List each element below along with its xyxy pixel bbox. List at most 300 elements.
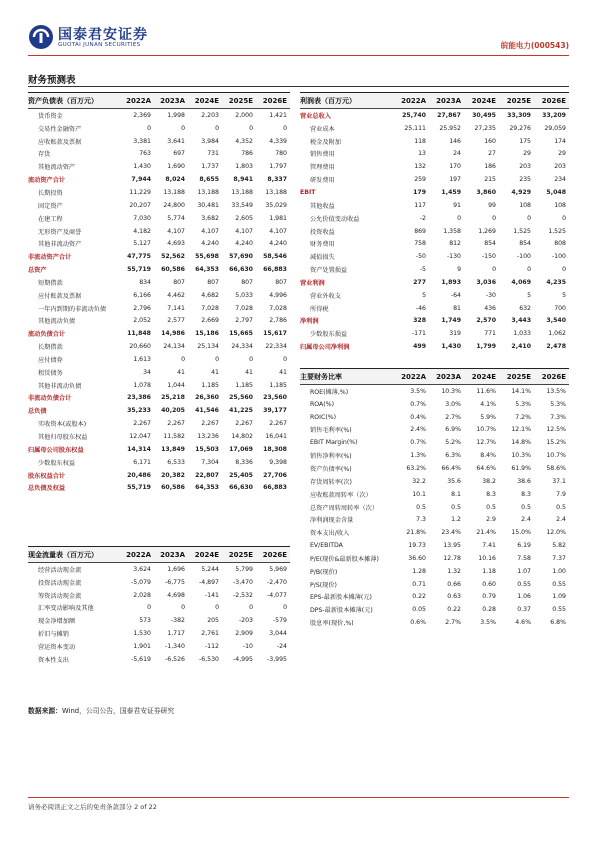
cell-value: 812: [449, 240, 461, 248]
cell-value: 2,796: [133, 304, 151, 312]
cell-value: 854: [519, 240, 531, 248]
cell-value: 1,430: [133, 163, 151, 171]
cell-value: 26,360: [195, 394, 219, 402]
row-label: 在建工程: [38, 215, 63, 223]
table-row: [28, 289, 290, 302]
cell-value: 2,410: [511, 343, 531, 351]
cell-value: 2,369: [133, 111, 151, 119]
cell-value: 13,188: [231, 188, 253, 196]
table-row: [300, 327, 569, 340]
cell-value: 1,797: [269, 163, 287, 171]
row-label: 应收账款周转率（次）: [310, 491, 372, 499]
cell-value: 186: [484, 163, 496, 171]
table-row: [28, 276, 290, 289]
cell-value: 22,334: [265, 343, 287, 351]
cell-value: 1.3%: [410, 452, 426, 460]
cell-value: 1,525: [548, 227, 566, 235]
table-row: [28, 576, 290, 589]
cell-value: 29: [558, 150, 566, 158]
table-row: [28, 340, 290, 353]
cell-value: 6,171: [133, 458, 151, 466]
row-label: 管理费用: [310, 164, 335, 172]
cell-value: 6.9%: [445, 426, 461, 434]
year-header: 2026E: [534, 369, 569, 385]
cash-flow-table: [28, 546, 290, 666]
cell-value: 1,803: [235, 163, 253, 171]
table-row: [28, 443, 290, 456]
cell-value: -5,619: [131, 655, 151, 663]
cell-value: 4,693: [167, 240, 185, 248]
cell-value: -6,530: [199, 655, 219, 663]
cell-value: 3.5%: [480, 619, 496, 627]
cell-value: 0: [527, 214, 531, 222]
year-header: 2024E: [464, 93, 499, 109]
table-row: [300, 385, 569, 398]
table-row: [28, 148, 290, 161]
row-label: 其他流动资产: [38, 164, 76, 172]
cell-value: 5,244: [201, 565, 219, 573]
table-row: [28, 315, 290, 328]
row-label: 筹资活动现金流: [38, 592, 82, 600]
cell-value: 573: [139, 617, 151, 625]
cell-value: -4,995: [233, 655, 253, 663]
cell-value: 0: [283, 604, 287, 612]
row-label: 租赁债务: [38, 369, 63, 377]
row-label: 营业利润: [300, 279, 325, 287]
year-header: 2025E: [499, 369, 534, 385]
cell-value: 41: [177, 368, 185, 376]
cell-value: -24: [276, 642, 287, 650]
cell-value: 0: [283, 124, 287, 132]
cell-value: 0.5: [451, 503, 461, 511]
row-label: 资产处置损益: [310, 267, 348, 275]
table-row: [28, 250, 290, 263]
cell-value: 7,944: [131, 176, 151, 184]
cell-value: 758: [414, 240, 426, 248]
table-row: [300, 225, 569, 238]
table-title: 主要财务比率: [300, 369, 394, 385]
cell-value: 64.6%: [476, 464, 496, 472]
cell-value: 780: [275, 150, 287, 158]
cell-value: 7,028: [235, 304, 253, 312]
cell-value: -10: [242, 642, 253, 650]
row-label: 投资收益: [310, 228, 335, 236]
row-label: 现金净增加额: [38, 618, 76, 626]
cell-value: 7.2%: [515, 413, 531, 421]
cell-value: 0.22: [412, 593, 426, 601]
cell-value: 41,225: [229, 407, 253, 415]
cell-value: 0: [181, 124, 185, 132]
cell-value: 0.60: [482, 580, 496, 588]
row-label: EBIT: [300, 188, 316, 196]
table-row: [28, 456, 290, 469]
year-header: 2022A: [120, 547, 154, 563]
table-row: [300, 340, 569, 353]
row-label: 营业成本: [310, 125, 335, 133]
table-row: [300, 302, 569, 315]
cell-value: 0.55: [517, 580, 531, 588]
cell-value: 64,353: [195, 266, 219, 274]
cell-value: 15,503: [195, 445, 219, 453]
cell-value: 0.37: [517, 606, 531, 614]
table-row: [300, 424, 569, 437]
cell-value: -100: [516, 253, 531, 261]
cell-value: 328: [413, 317, 426, 325]
cell-value: 10.3%: [511, 452, 531, 460]
year-header: 2025E: [222, 547, 256, 563]
cell-value: 5,033: [235, 291, 253, 299]
cell-value: 58.6%: [546, 464, 566, 472]
table-row: [28, 653, 290, 666]
cell-value: 7.41: [482, 542, 496, 550]
cell-value: 436: [484, 304, 496, 312]
row-label: ROE(摊薄,%): [310, 388, 349, 396]
table-row: [300, 186, 569, 199]
cell-value: 632: [519, 304, 531, 312]
cell-value: 1,358: [443, 227, 461, 235]
cell-value: 2,267: [167, 420, 185, 428]
cell-value: 4,235: [546, 278, 566, 286]
cell-value: 5: [562, 291, 566, 299]
cell-value: 0: [283, 355, 287, 363]
disclaimer: 请务必阅读正文之后的免责条款部分 2 of 22: [28, 803, 157, 811]
row-label: 归属母公司股东权益: [28, 446, 84, 454]
cell-value: 27,706: [263, 471, 287, 479]
cell-value: 0.71: [412, 580, 426, 588]
table-header: [300, 369, 569, 385]
cell-value: 0.4%: [410, 413, 426, 421]
row-label: 资本支出/收入: [310, 530, 350, 538]
table-row: [28, 614, 290, 627]
cell-value: 7.37: [552, 554, 566, 562]
cell-value: 197: [449, 176, 461, 184]
logo-text: 国泰君安证券: [58, 27, 148, 43]
table-row: [28, 160, 290, 173]
cell-value: 63.2%: [406, 464, 426, 472]
cell-value: 0: [147, 124, 151, 132]
cell-value: 1,421: [269, 111, 287, 119]
cell-value: 0.66: [447, 580, 461, 588]
row-label: 其他收益: [310, 202, 335, 210]
cell-value: 35.6: [447, 477, 461, 485]
cell-value: 1.28: [412, 567, 426, 575]
row-label: 其他流动负债: [38, 318, 76, 326]
cell-value: 41,546: [195, 407, 219, 415]
cell-value: 55,719: [127, 266, 151, 274]
table-row: [28, 469, 290, 482]
table-row: [28, 302, 290, 315]
row-label: 股东权益合计: [28, 472, 66, 480]
cell-value: 807: [207, 278, 219, 286]
cell-value: 2.4: [521, 516, 531, 524]
cell-value: 1,185: [201, 381, 219, 389]
row-label: 营业总收入: [300, 112, 331, 120]
cell-value: 6.19: [517, 542, 531, 550]
cell-value: -3,995: [267, 655, 287, 663]
cell-value: 1.00: [552, 567, 566, 575]
table-row: [28, 640, 290, 653]
cell-value: 7,028: [201, 304, 219, 312]
cell-value: -2,470: [267, 578, 287, 586]
cell-value: 30,481: [197, 201, 219, 209]
cell-value: 4,929: [511, 188, 531, 196]
row-label: 非流动资产合计: [28, 254, 72, 262]
cell-value: 2,605: [235, 214, 253, 222]
cell-value: 869: [414, 227, 426, 235]
cell-value: 697: [173, 150, 185, 158]
cell-value: 1,893: [441, 278, 461, 286]
table-row: [28, 353, 290, 366]
cell-value: 234: [554, 176, 566, 184]
table-row: [300, 552, 569, 565]
cell-value: 4,107: [201, 227, 219, 235]
year-header: 2022A: [120, 93, 154, 109]
table-row: [300, 578, 569, 591]
cell-value: -64: [450, 291, 461, 299]
cell-value: 15.2%: [546, 439, 566, 447]
cell-value: 15,617: [263, 330, 287, 338]
cell-value: 5.9%: [480, 413, 496, 421]
cell-value: 9: [457, 266, 461, 274]
cell-value: 3.5%: [410, 387, 426, 395]
cell-value: 7.9: [556, 490, 566, 498]
cell-value: 2,797: [235, 317, 253, 325]
cell-value: 5.3%: [515, 400, 531, 408]
cell-value: 3,641: [167, 137, 185, 145]
page-header: [28, 24, 569, 54]
cell-value: -112: [204, 642, 219, 650]
cell-value: 179: [413, 188, 426, 196]
cell-value: 41: [279, 368, 287, 376]
cell-value: 12.5%: [546, 426, 566, 434]
cell-value: 2,267: [235, 420, 253, 428]
row-label: 所得税: [310, 305, 329, 313]
cell-value: 2,909: [235, 630, 253, 638]
table-row: [28, 404, 290, 417]
cell-value: 2.7%: [445, 413, 461, 421]
cell-value: 1,062: [548, 330, 566, 338]
table-row: [300, 315, 569, 328]
cell-value: 118: [414, 137, 426, 145]
cell-value: 0: [181, 355, 185, 363]
cell-value: -382: [170, 617, 185, 625]
cell-value: -6,526: [165, 655, 185, 663]
cell-value: 4,682: [201, 291, 219, 299]
table-row: [300, 173, 569, 186]
cell-value: 2,028: [133, 591, 151, 599]
cell-value: 13,188: [265, 188, 287, 196]
cell-value: 11.6%: [476, 387, 496, 395]
cell-value: 0: [215, 604, 219, 612]
row-label: 其他归母股东权益: [38, 434, 88, 442]
cell-value: 57,690: [229, 253, 253, 261]
cell-value: 3,860: [476, 188, 496, 196]
cell-value: 24,134: [163, 343, 185, 351]
cell-value: 15.0%: [511, 529, 531, 537]
cell-value: 6,166: [133, 291, 151, 299]
table-row: [28, 122, 290, 135]
row-label: 无形资产及商誉: [38, 228, 82, 236]
cell-value: 1,078: [133, 381, 151, 389]
cell-value: 64,353: [195, 484, 219, 492]
data-source: [28, 705, 174, 715]
cell-value: 52,562: [161, 253, 185, 261]
cell-value: 0.28: [482, 606, 496, 614]
table-row: [28, 327, 290, 340]
row-label: 净利润: [300, 318, 319, 326]
cell-value: 4,352: [235, 137, 253, 145]
cell-value: 146: [449, 137, 461, 145]
cell-value: 2,052: [133, 317, 151, 325]
cell-value: 731: [207, 150, 219, 158]
cell-value: 13,188: [163, 188, 185, 196]
table-row: [300, 148, 569, 161]
cell-value: 24,800: [163, 201, 185, 209]
table-row: [300, 199, 569, 212]
row-label: 税金及附加: [310, 138, 341, 146]
cell-value: 13.5%: [546, 387, 566, 395]
cell-value: 2,203: [201, 111, 219, 119]
cell-value: 25,134: [197, 343, 219, 351]
cell-value: -203: [238, 617, 253, 625]
table-row: [28, 212, 290, 225]
table-row: [300, 263, 569, 276]
cell-value: -2: [419, 214, 426, 222]
cell-value: 1,998: [167, 111, 185, 119]
cell-value: 29,276: [509, 124, 531, 132]
cell-value: 12.7%: [476, 439, 496, 447]
cell-value: 11,848: [127, 330, 151, 338]
cell-value: 7.3%: [550, 413, 566, 421]
cell-value: 3,624: [133, 565, 151, 573]
table-row: [28, 263, 290, 276]
cell-value: 854: [484, 240, 496, 248]
cell-value: 5,799: [235, 565, 253, 573]
cell-value: 55,698: [195, 253, 219, 261]
row-label: 公允价值变动收益: [310, 215, 360, 223]
cell-value: 9,398: [269, 458, 287, 466]
cell-value: 23,386: [127, 394, 151, 402]
cell-value: 24,334: [231, 343, 253, 351]
cell-value: 5,127: [133, 240, 151, 248]
cell-value: 8.4%: [480, 452, 496, 460]
cell-value: 25,111: [404, 124, 426, 132]
cell-value: 0.5: [486, 503, 496, 511]
row-label: 长期投资: [38, 189, 63, 197]
cell-value: -5: [419, 266, 426, 274]
row-label: P/B(现价): [310, 568, 338, 576]
cell-value: -130: [446, 253, 461, 261]
cell-value: 4,339: [269, 137, 287, 145]
cell-value: 4,107: [235, 227, 253, 235]
table-row: [300, 526, 569, 539]
cell-value: 1,430: [441, 343, 461, 351]
cell-value: 771: [484, 330, 496, 338]
cell-value: -4,077: [267, 591, 287, 599]
cell-value: 25,560: [229, 394, 253, 402]
cell-value: 33,309: [507, 111, 531, 119]
year-header: 2022A: [394, 369, 429, 385]
row-label: 其他非流动负债: [38, 382, 82, 390]
row-label: 一年内到期的非流动负债: [38, 305, 107, 313]
cell-value: 4,240: [235, 240, 253, 248]
cell-value: 27,235: [474, 124, 496, 132]
cell-value: 2.7%: [445, 619, 461, 627]
cell-value: 14.1%: [511, 387, 531, 395]
cell-value: 0: [492, 214, 496, 222]
table-row: [300, 212, 569, 225]
cell-value: 20,486: [127, 471, 151, 479]
table-row: [28, 589, 290, 602]
row-label: P/S(现价): [310, 581, 337, 589]
cell-value: 10.16: [478, 554, 496, 562]
cell-value: 0: [527, 266, 531, 274]
row-label: 投资活动现金流: [38, 579, 82, 587]
table-row: [28, 627, 290, 640]
cell-value: -5,079: [131, 578, 151, 586]
cell-value: 3,036: [476, 278, 496, 286]
cell-value: 18,308: [263, 445, 287, 453]
cell-value: 61.9%: [511, 464, 531, 472]
row-label: 财务费用: [310, 241, 335, 249]
cell-value: 277: [413, 278, 426, 286]
cell-value: 0.5: [416, 503, 426, 511]
table-row: [28, 379, 290, 392]
row-label: 总负债及权益: [28, 485, 66, 493]
table-row: [300, 276, 569, 289]
cell-value: 1.2: [451, 516, 461, 524]
cell-value: -100: [551, 253, 566, 261]
cell-value: 99: [488, 201, 496, 209]
cell-value: 35,233: [127, 407, 151, 415]
cell-value: 1,799: [476, 343, 496, 351]
footer-divider: [28, 797, 569, 798]
cell-value: 58,546: [263, 253, 287, 261]
year-header: 2024E: [188, 547, 222, 563]
cell-value: 12,047: [129, 433, 151, 441]
cell-value: 16,041: [265, 433, 287, 441]
row-label: 短期借款: [38, 279, 63, 287]
cell-value: 12.78: [443, 554, 461, 562]
cell-value: 13,236: [197, 433, 219, 441]
income-statement-table: [300, 92, 569, 353]
table-row: [28, 173, 290, 186]
cell-value: 8.3: [521, 490, 531, 498]
cell-value: 13,849: [161, 445, 185, 453]
row-label: EV/EBITDA: [310, 542, 343, 550]
cell-value: 108: [519, 201, 531, 209]
cell-value: 47,775: [127, 253, 151, 261]
cell-value: 33,549: [231, 201, 253, 209]
cell-value: 3,984: [201, 137, 219, 145]
cell-value: 4,996: [269, 291, 287, 299]
cell-value: 1,613: [133, 355, 151, 363]
cell-value: 1.32: [447, 567, 461, 575]
row-label: 少数股东权益: [38, 459, 76, 467]
cell-value: 12.0%: [546, 529, 566, 537]
cell-value: 0: [147, 604, 151, 612]
cell-value: 2,570: [476, 317, 496, 325]
cell-value: 2,669: [201, 317, 219, 325]
row-label: 流动资产合计: [28, 177, 66, 185]
cell-value: 170: [449, 163, 461, 171]
cell-value: 0.79: [482, 593, 496, 601]
cell-value: 0: [249, 355, 253, 363]
cell-value: 15,665: [229, 330, 253, 338]
row-label: 营业外收支: [310, 292, 341, 300]
table-row: [300, 591, 569, 604]
year-header: 2024E: [188, 93, 222, 109]
